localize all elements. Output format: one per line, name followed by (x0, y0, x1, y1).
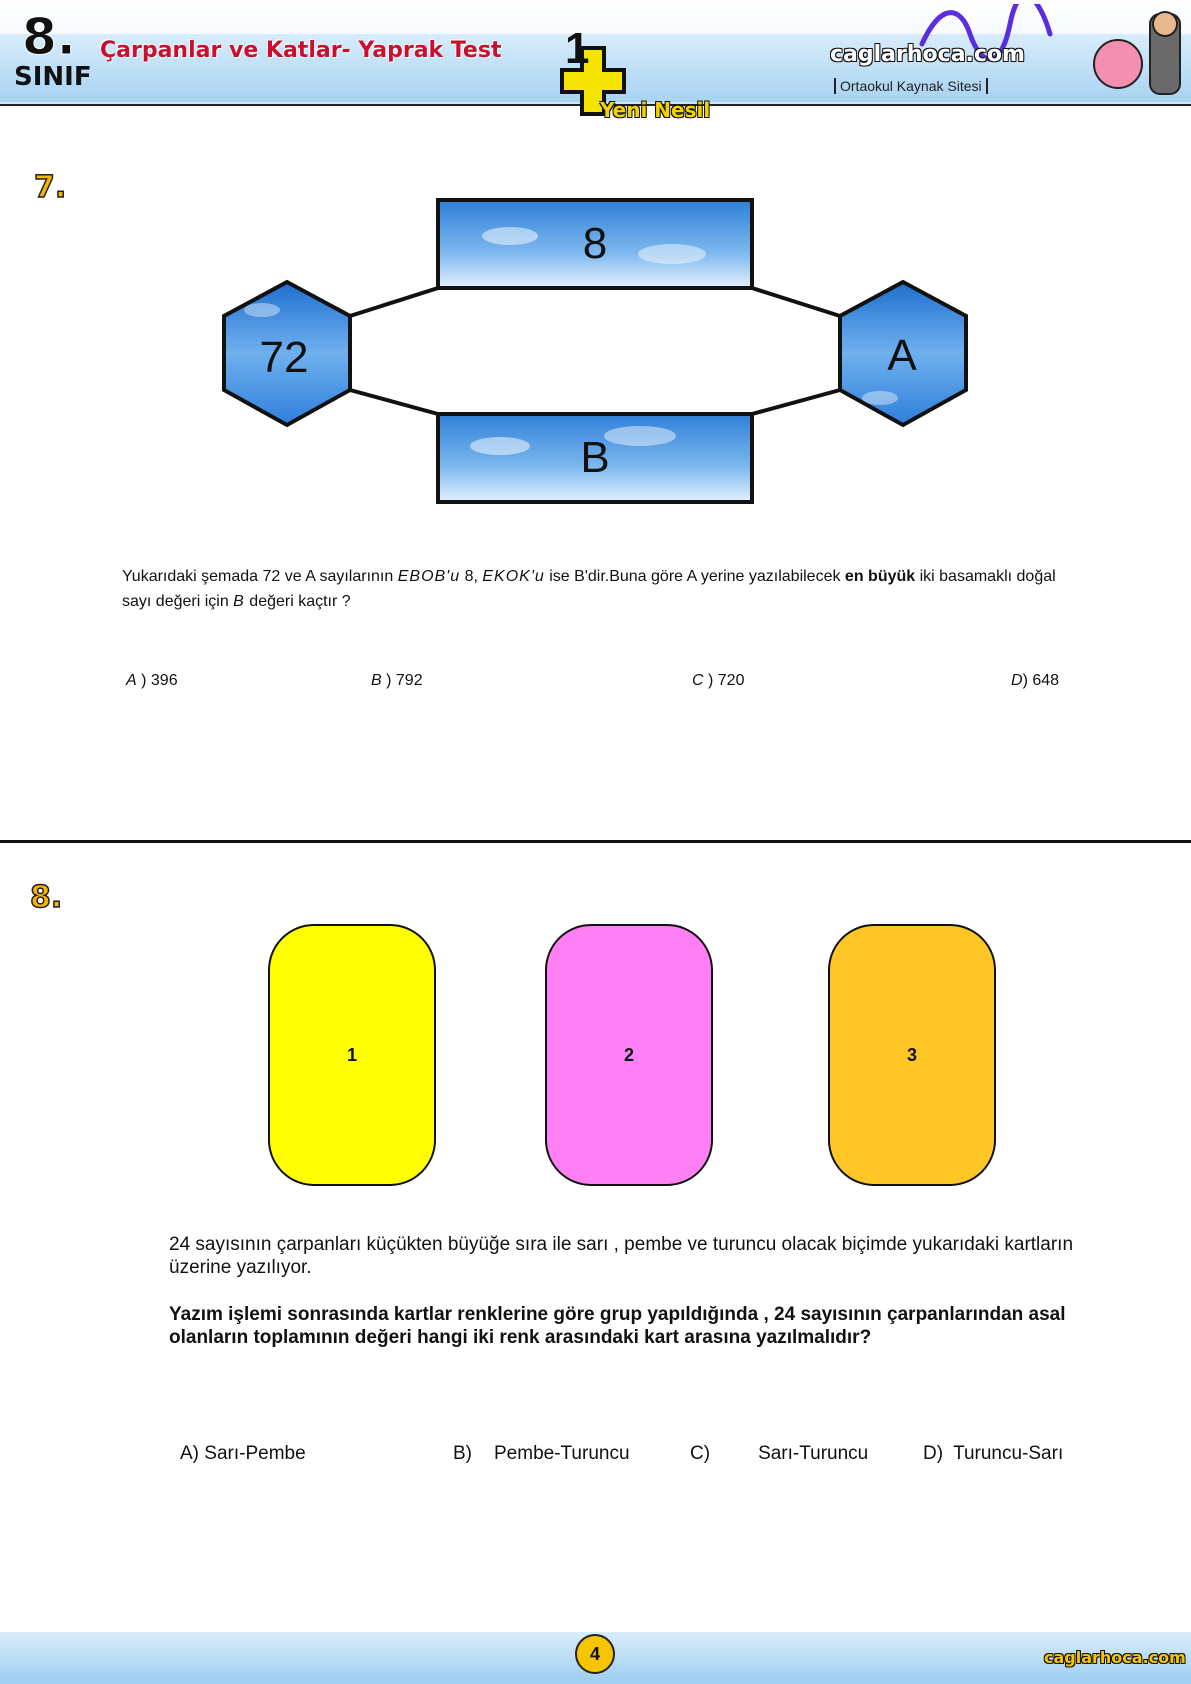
q7-option-a[interactable]: A ) 396 (126, 672, 178, 689)
right-hexagon (840, 282, 966, 425)
card-pink (545, 924, 713, 1186)
test-number: 1 (565, 24, 590, 73)
site-name: caglarhoca.com (830, 42, 1025, 67)
card-yellow-label: 1 (346, 1044, 357, 1065)
grade-number: 8. (22, 8, 76, 66)
card-yellow (268, 924, 436, 1186)
site-subtitle: Ortaokul Kaynak Sitesi (834, 78, 988, 94)
ekok-term: EKOK'u (482, 568, 545, 585)
card-orange-label: 3 (906, 1044, 917, 1065)
q7-diagram (0, 190, 1191, 520)
q8-option-c[interactable]: C) Sarı-Turuncu (690, 1443, 869, 1464)
q7-option-d[interactable]: D) 648 (1011, 672, 1060, 689)
question-8-statement: 24 sayısının çarpanları küçükten büyüğe sıra ile sarı , pembe ve turuncu olacak biçimde yukarıdaki kartların üzerine yazılıyor. (169, 1234, 1074, 1278)
question-7-number: 7. (34, 170, 67, 205)
q8-option-d[interactable]: D) Turuncu-Sarı (923, 1443, 1064, 1464)
q7-option-c[interactable]: C ) 720 (692, 672, 745, 689)
question-divider (0, 840, 1191, 843)
card-orange (828, 924, 996, 1186)
question-8-number: 8. (30, 880, 63, 915)
connector-lines (350, 288, 840, 414)
question-8-prompt: Yazım işlemi sonrasında kartlar renklerine göre grup yapıldığında , 24 sayısının çarpanlarından asal olanların toplamının değeri hangi iki renk arasındaki kart arasına yazılmalıdır? (169, 1304, 1066, 1348)
test-title: Çarpanlar ve Katlar- Yaprak Test (100, 38, 502, 63)
left-hexagon (224, 282, 350, 425)
bottom-box (438, 414, 752, 502)
q8-option-a[interactable]: A) Sarı-Pembe (180, 1443, 306, 1464)
new-generation-badge: Yeni Nesil (600, 98, 711, 122)
page-number: 4 (589, 1643, 600, 1664)
card-pink-label: 2 (623, 1044, 634, 1065)
question-7-text: Yukarıdaki şemada 72 ve A sayılarının EBOB'u 8, EKOK'u ise B'dir.Buna göre A yerine yazılabilecek en büyük iki basamaklı doğal sayı değeri için B değeri kaçtır ? (122, 568, 1056, 610)
ebob-term: EBOB'u (397, 568, 461, 585)
top-box (438, 200, 752, 288)
right-hexagon-label: A (887, 331, 917, 380)
bottom-box-label: B (580, 433, 610, 482)
q8-option-b[interactable]: B) Pembe-Turuncu (453, 1443, 630, 1464)
grade-label: SINIF (14, 62, 92, 92)
footer-site-name: caglarhoca.com (1044, 1648, 1186, 1667)
page-number-badge (575, 1634, 615, 1674)
emphasis-text: en büyük (844, 568, 916, 585)
top-box-label: 8 (582, 219, 608, 268)
variable-b: B (233, 593, 245, 610)
left-hexagon-label: 72 (259, 333, 309, 382)
q7-option-b[interactable]: B ) 792 (371, 672, 423, 689)
